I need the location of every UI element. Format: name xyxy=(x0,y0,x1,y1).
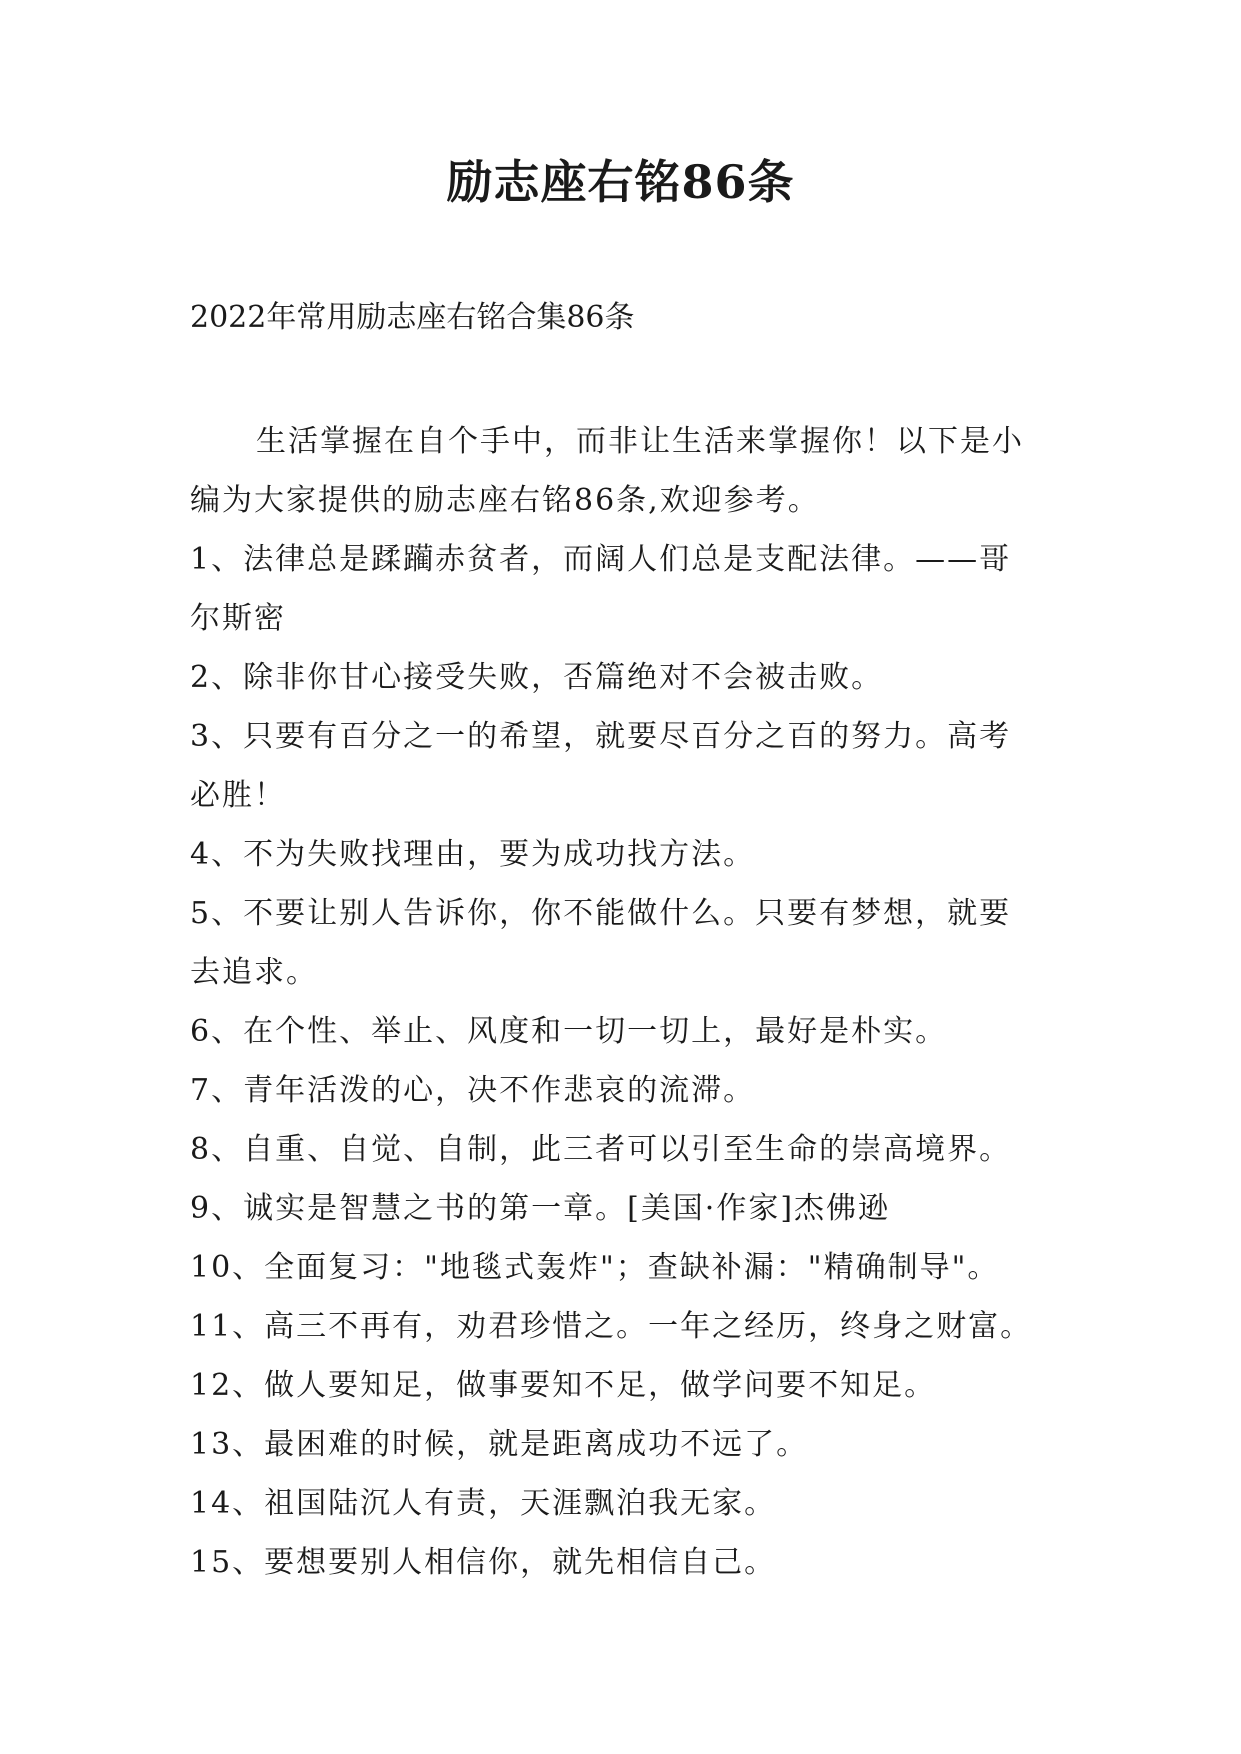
motto-line: 12、做人要知足，做事要知不足，做学问要不知足。 xyxy=(190,1368,937,1403)
intro-line: 生活掌握在自个手中，而非让生活来掌握你！以下是小 xyxy=(256,424,1024,459)
motto-line: 尔斯密 xyxy=(190,601,286,636)
motto-line: 13、最困难的时候，就是距离成功不远了。 xyxy=(190,1427,809,1462)
motto-line: 2、除非你甘心接受失败，否篇绝对不会被击败。 xyxy=(190,660,884,695)
document-body xyxy=(190,412,1070,1592)
motto-line: 去追求。 xyxy=(190,955,318,990)
motto-line: 6、在个性、举止、风度和一切一切上，最好是朴实。 xyxy=(190,1014,948,1049)
motto-line: 11、高三不再有，劝君珍惜之。一年之经历，终身之财富。 xyxy=(190,1309,1033,1344)
motto-line: 8、自重、自觉、自制，此三者可以引至生命的崇高境界。 xyxy=(190,1132,1012,1167)
motto-line: 15、要想要别人相信你，就先相信自己。 xyxy=(190,1545,777,1580)
motto-line: 5、不要让别人告诉你，你不能做什么。只要有梦想，就要 xyxy=(190,896,1012,931)
motto-line: 7、青年活泼的心，决不作悲哀的流滞。 xyxy=(190,1073,756,1108)
motto-line: 4、不为失败找理由，要为成功找方法。 xyxy=(190,837,756,872)
motto-line: 9、诚实是智慧之书的第一章。[美国·作家]杰佛逊 xyxy=(190,1191,891,1226)
motto-line: 10、全面复习："地毯式轰炸"；查缺补漏："精确制导"。 xyxy=(190,1250,1000,1285)
motto-line: 14、祖国陆沉人有责，天涯飘泊我无家。 xyxy=(190,1486,777,1521)
motto-line: 必胜！ xyxy=(190,778,286,813)
motto-line: 1、法律总是蹂躏赤贫者，而阔人们总是支配法律。——哥 xyxy=(190,542,1012,577)
document-subtitle: 2022年常用励志座右铭合集86条 xyxy=(190,300,635,335)
motto-line: 3、只要有百分之一的希望，就要尽百分之百的努力。高考 xyxy=(190,719,1012,754)
intro-line: 编为大家提供的励志座右铭86条,欢迎参考。 xyxy=(190,483,820,518)
document-title: 励志座右铭86条 xyxy=(446,155,795,209)
